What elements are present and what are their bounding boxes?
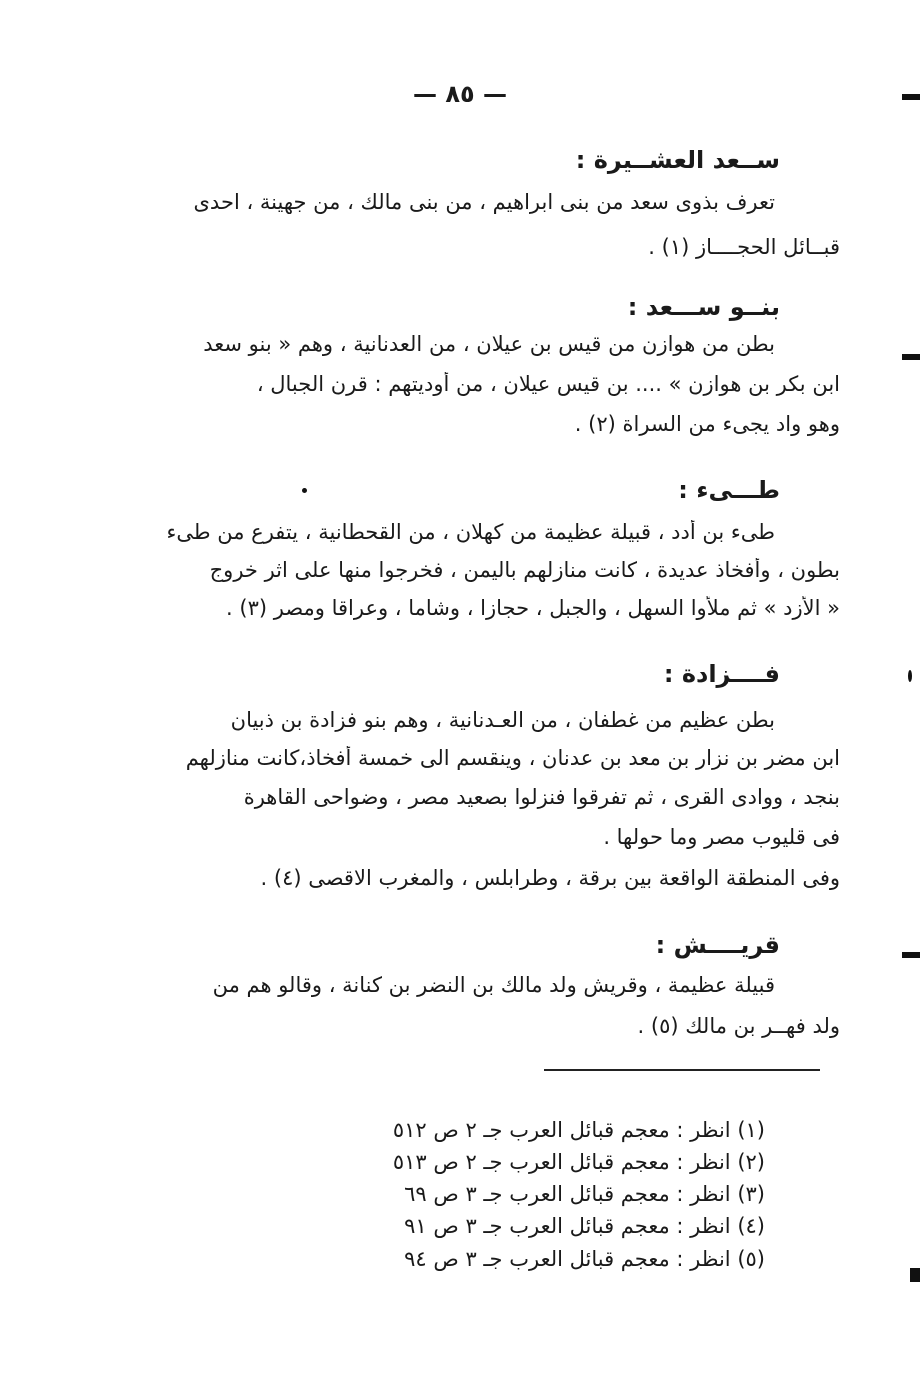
scan-mark [910, 1268, 920, 1282]
paragraph-line: بطن عظيم من غطفان ، من العـدنانية ، وهم بنو فزادة بن ذبيان [230, 708, 775, 732]
footnote: (٣) انظر : معجم قبائل العرب جـ ٣ ص ٦٩ [404, 1182, 765, 1206]
section-heading: بنــو ســـعد : [627, 293, 780, 321]
paragraph-line: طىء بن أدد ، قبيلة عظيمة من كهلان ، من القحطانية ، يتفرع من طىء [166, 520, 775, 544]
paragraph-line: ولد فهــر بن مالك (٥) . [637, 1014, 840, 1038]
footnote: (٢) انظر : معجم قبائل العرب جـ ٢ ص ٥١٣ [392, 1150, 765, 1174]
scan-mark [902, 94, 920, 100]
paragraph-line: بطن من هوازن من قيس بن عيلان ، من العدنانية ، وهم « بنو سعد [203, 332, 775, 356]
section-heading: قريــــش : [655, 931, 780, 959]
paragraph-line: بطون ، وأفخاذ عديدة ، كانت منازلهم باليمن ، فخرجوا منها على اثر خروج [209, 558, 840, 582]
section-heading: طـــىء : [678, 476, 780, 504]
section-heading: ســعد العشــيرة : [575, 146, 780, 174]
footnote: (١) انظر : معجم قبائل العرب جـ ٢ ص ٥١٢ [392, 1118, 765, 1142]
footnote: (٥) انظر : معجم قبائل العرب جـ ٣ ص ٩٤ [404, 1247, 765, 1271]
paragraph-line: ابن مضر بن نزار بن معد بن عدنان ، وينقسم الى خمسة أفخاذ،كانت منازلهم [185, 746, 840, 770]
paragraph-line: « الأزد » ثم ملأوا السهل ، والجبل ، حجازا ، وشاما ، وعراقا ومصر (٣) . [226, 596, 840, 620]
footnote-separator [544, 1069, 820, 1071]
paragraph-line: بنجد ، ووادى القرى ، ثم تفرقوا فنزلوا بصعيد مصر ، وضواحى القاهرة [243, 785, 840, 809]
paragraph-line: قبــائل الحجــــاز (١) . [648, 235, 840, 259]
paragraph-line: فى قليوب مصر وما حولها . [603, 825, 840, 849]
paragraph-line: تعرف بذوى سعد من بنى ابراهيم ، من بنى مالك ، من جهينة ، احدى [193, 190, 775, 214]
paragraph-line: قبيلة عظيمة ، وقريش ولد مالك بن النضر بن كنانة ، وقالو هم من [212, 973, 775, 997]
paragraph-line: وهو واد يجىء من السراة (٢) . [574, 412, 840, 436]
paragraph-line: وفى المنطقة الواقعة بين برقة ، وطرابلس ، والمغرب الاقصى (٤) . [260, 866, 840, 890]
scan-mark [902, 952, 920, 958]
scan-speck [908, 670, 912, 682]
scan-speck [302, 488, 307, 493]
section-heading: فــــزادة : [663, 660, 780, 688]
page-number: — ٨٥ — [412, 80, 507, 108]
footnote: (٤) انظر : معجم قبائل العرب جـ ٣ ص ٩١ [404, 1214, 765, 1238]
paragraph-line: ابن بكر بن هوازن » .... بن قيس عيلان ، من أوديتهم : قرن الجبال ، [256, 372, 840, 396]
scan-mark [902, 354, 920, 360]
